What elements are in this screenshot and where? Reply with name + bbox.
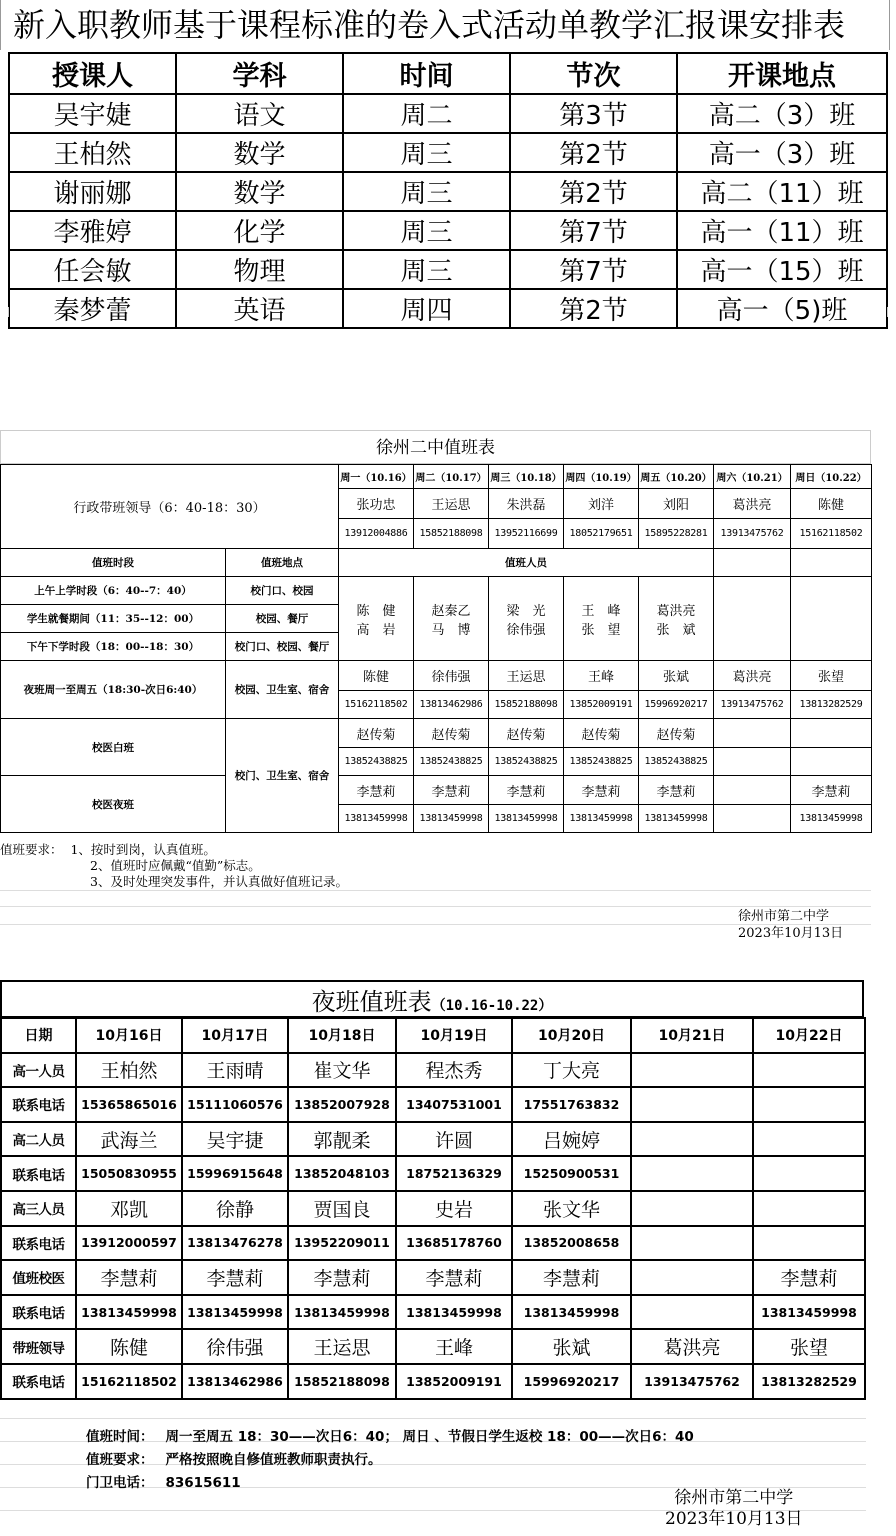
night-duty-section: [0, 980, 866, 1536]
night-duty-title: [0, 980, 864, 1018]
night-label: 夜班周一至周五（18:30-次日6:40）: [1, 661, 226, 719]
staff-name: 史岩: [396, 1191, 512, 1226]
duty-roster-table: [0, 464, 872, 833]
header-teacher: 授课人: [9, 53, 176, 94]
table-cell: 高一（5)班: [677, 289, 887, 328]
day-staff: [414, 577, 489, 661]
slot-time: 学生就餐期间（11：35--12：00）: [1, 605, 226, 633]
day-staff: [564, 577, 639, 661]
table-cell: 周四: [343, 289, 510, 328]
dates-row: [1, 1018, 865, 1053]
phone-number: [631, 1226, 753, 1261]
guard-phone-line: [86, 1471, 241, 1491]
phone-row: [1, 1156, 865, 1191]
requirement-line: [0, 874, 871, 890]
slot-place: 校园、餐厅: [226, 605, 339, 633]
phone-number: 13813459998: [753, 1295, 865, 1330]
col-staff-header: 值班人员: [339, 549, 714, 577]
requirement-label: 值班要求：: [0, 842, 63, 857]
doctor-day-phone: 13852438825: [414, 748, 489, 776]
staff-name: 贾国良: [288, 1191, 396, 1226]
table-cell: 数学: [176, 172, 343, 211]
requirement-line: [0, 858, 871, 874]
night-name: 王运思: [489, 661, 564, 691]
table-cell: 周三: [343, 250, 510, 289]
day-staff: [489, 577, 564, 661]
table-row: [9, 94, 887, 133]
staff-name: 丁大亮: [512, 1053, 631, 1088]
leader-phone: 13952116699: [489, 519, 564, 549]
doctor-night-phone: 13813459998: [639, 805, 714, 833]
row-label: 值班校医: [1, 1260, 76, 1295]
table-row: [9, 250, 887, 289]
staff-name: 葛洪亮: [631, 1329, 753, 1364]
signature-block: [738, 908, 843, 942]
col-place-header: 值班地点: [226, 549, 339, 577]
table-cell: 高二（3）班: [677, 94, 887, 133]
doctor-day-phone: 13852438825: [564, 748, 639, 776]
doctor-night-phone: 13813459998: [564, 805, 639, 833]
staff-name: 武海兰: [76, 1122, 182, 1157]
phone-number: 13852009191: [396, 1364, 512, 1399]
table-cell: 周三: [343, 172, 510, 211]
night-phone: 13852009191: [564, 691, 639, 719]
staff-name: 邓凯: [76, 1191, 182, 1226]
table-cell: 化学: [176, 211, 343, 250]
staff-name: 李慧莉: [288, 1260, 396, 1295]
doctor-day-phone: 13852438825: [489, 748, 564, 776]
staff-name: 徐伟强: [506, 622, 546, 638]
night-duty-title-text: 夜班值班表: [311, 988, 432, 1016]
table-cell: 第7节: [510, 211, 677, 250]
requirement-text: 2、值班时应佩戴“值勤”标志。: [90, 858, 261, 873]
staff-name: 程杰秀: [396, 1053, 512, 1088]
leader-name: 陈健: [791, 489, 872, 519]
phone-number: 13685178760: [396, 1226, 512, 1261]
duty-time-label: 值班时间：: [86, 1429, 154, 1445]
phone-number: 13813459998: [512, 1295, 631, 1330]
staff-name: 崔文华: [288, 1053, 396, 1088]
row-label: 高一人员: [1, 1053, 76, 1088]
empty-cell: [714, 549, 791, 577]
leader-name: 葛洪亮: [714, 489, 791, 519]
guard-phone-label: 门卫电话：: [86, 1475, 154, 1491]
row-label: 高三人员: [1, 1191, 76, 1226]
grid-line: [0, 906, 871, 907]
staff-name: [631, 1053, 753, 1088]
phone-row: [1, 1226, 865, 1261]
doctor-day-name: 赵传菊: [339, 719, 414, 748]
phone-number: 15996915648: [182, 1156, 288, 1191]
day-header: 周六（10.21）: [714, 465, 791, 489]
night-name: 张斌: [639, 661, 714, 691]
guard-phone-value: 83615611: [165, 1475, 241, 1491]
day-header: 周三（10.18）: [489, 465, 564, 489]
staff-name: 郭靓柔: [288, 1122, 396, 1157]
staff-name: 吴宇捷: [182, 1122, 288, 1157]
duty-requirement-line: [86, 1448, 382, 1468]
night-phone: 15852188098: [489, 691, 564, 719]
duty-requirement-value: 严格按照晚自修值班教师职责执行。: [165, 1452, 382, 1468]
staff-name: 许圆: [396, 1122, 512, 1157]
doctor-day-name: [714, 719, 791, 748]
lesson-schedule-section: [0, 0, 896, 326]
leader-name: 王运思: [414, 489, 489, 519]
grid-line: [0, 890, 871, 891]
table-cell: 语文: [176, 94, 343, 133]
grid-tail: [8, 307, 888, 317]
staff-name: 王雨晴: [182, 1053, 288, 1088]
day-header: 周四（10.19）: [564, 465, 639, 489]
staff-name: 李慧莉: [182, 1260, 288, 1295]
phone-number: 13952209011: [288, 1226, 396, 1261]
day-header: 周一（10.16）: [339, 465, 414, 489]
date-header: 10月19日: [396, 1018, 512, 1053]
slot-place: 校门口、校园: [226, 577, 339, 605]
doctor-night-name: 李慧莉: [339, 776, 414, 805]
table-cell: 第3节: [510, 94, 677, 133]
leader-phone: 15895228281: [639, 519, 714, 549]
duty-time-line: [86, 1425, 694, 1445]
signature-org: 徐州市第二中学: [738, 909, 830, 924]
staff-name: 梁 光: [506, 603, 546, 619]
phone-number: [631, 1156, 753, 1191]
night-phone: 13813282529: [791, 691, 872, 719]
staff-name: 陈健: [76, 1329, 182, 1364]
doctor-day-phone: [791, 748, 872, 776]
night-duty-title-range: （10.16-10.22）: [431, 998, 553, 1014]
requirement-text: 3、及时处理突发事件，并认真做好值班记录。: [90, 874, 348, 889]
lesson-schedule-title: 新入职教师基于课程标准的卷入式活动单教学汇报课安排表: [0, 0, 890, 50]
doctor-day-label: 校医白班: [1, 719, 226, 776]
night-name: 张望: [791, 661, 872, 691]
night-phone: 15996920217: [639, 691, 714, 719]
table-cell: 高一（15）班: [677, 250, 887, 289]
leader-name: 刘阳: [639, 489, 714, 519]
table-cell: 英语: [176, 289, 343, 328]
phone-number: 17551763832: [512, 1087, 631, 1122]
staff-name: 张 望: [581, 622, 621, 638]
night-phone: 15162118502: [339, 691, 414, 719]
staff-name: 李慧莉: [512, 1260, 631, 1295]
row-label: 联系电话: [1, 1156, 76, 1191]
slot-time: 上午上学时段（6：40--7：40）: [1, 577, 226, 605]
night-duty-table: [0, 1017, 866, 1400]
doctor-night-phone: 13813459998: [414, 805, 489, 833]
phone-row: [1, 1087, 865, 1122]
night-place: 校园、卫生室、宿舍: [226, 661, 339, 719]
table-cell: 李雅婷: [9, 211, 176, 250]
day-header: 周日（10.22）: [791, 465, 872, 489]
col-time-header: 值班时段: [1, 549, 226, 577]
staff-row: [1, 1053, 865, 1088]
phone-number: 13852008658: [512, 1226, 631, 1261]
table-cell: 王柏然: [9, 133, 176, 172]
phone-number: 15111060576: [182, 1087, 288, 1122]
column-header-row: [1, 549, 872, 577]
header-subject: 学科: [176, 53, 343, 94]
staff-name: 李慧莉: [753, 1260, 865, 1295]
doctor-day-name: 赵传菊: [639, 719, 714, 748]
lesson-schedule-body: [9, 94, 887, 328]
phone-number: 15162118502: [76, 1364, 182, 1399]
requirement-line: [0, 842, 871, 858]
phone-number: [753, 1156, 865, 1191]
signature-date: 2023年10月13日: [738, 926, 844, 941]
doctor-night-name: [714, 776, 791, 805]
staff-name: 张斌: [512, 1329, 631, 1364]
staff-name: [753, 1191, 865, 1226]
doctor-night-name: 李慧莉: [791, 776, 872, 805]
staff-name: 葛洪亮: [656, 603, 696, 619]
leader-phone: 15162118502: [791, 519, 872, 549]
leader-phone: 18052179651: [564, 519, 639, 549]
table-cell: 第7节: [510, 250, 677, 289]
staff-name: 王运思: [288, 1329, 396, 1364]
night-phone: 13813462986: [414, 691, 489, 719]
slot-time: 下午下学时段（18：00--18：30）: [1, 633, 226, 661]
empty-cell: [714, 577, 791, 661]
staff-row: [1, 1122, 865, 1157]
row-label: 联系电话: [1, 1087, 76, 1122]
night-name: 葛洪亮: [714, 661, 791, 691]
phone-number: 13852048103: [288, 1156, 396, 1191]
doctor-day-phone: 13852438825: [639, 748, 714, 776]
staff-row: [1, 1260, 865, 1295]
days-row: [1, 465, 872, 489]
staff-name: 赵秦乙: [431, 603, 471, 619]
table-cell: 周三: [343, 133, 510, 172]
doctor-night-phone: 13813459998: [339, 805, 414, 833]
phone-number: 13913475762: [631, 1364, 753, 1399]
date-header: 10月16日: [76, 1018, 182, 1053]
staff-name: 王柏然: [76, 1053, 182, 1088]
staff-name: 李慧莉: [76, 1260, 182, 1295]
night-name: 王峰: [564, 661, 639, 691]
doctor-day-name: [791, 719, 872, 748]
table-cell: 任会敏: [9, 250, 176, 289]
table-cell: 高一（11）班: [677, 211, 887, 250]
leader-phone: 13913475762: [714, 519, 791, 549]
staff-name: 马 博: [431, 622, 471, 638]
staff-name: [631, 1122, 753, 1157]
date-header: 10月22日: [753, 1018, 865, 1053]
doctor-night-name: 李慧莉: [489, 776, 564, 805]
header-day: 时间: [343, 53, 510, 94]
duty-time-value: 周一至周五 18：30——次日6：40； 周日 、节假日学生返校 18：00——次日6：40: [165, 1429, 694, 1445]
night-duty-body: [1, 1053, 865, 1399]
phone-number: 13813459998: [396, 1295, 512, 1330]
day-staff: [639, 577, 714, 661]
staff-name: [631, 1191, 753, 1226]
staff-name: 张文华: [512, 1191, 631, 1226]
leader-phone: 13912004886: [339, 519, 414, 549]
staff-name: 陈 健: [356, 603, 396, 619]
empty-cell: [791, 549, 872, 577]
requirement-text: 1、按时到岗，认真值班。: [70, 842, 216, 857]
staff-name: 徐伟强: [182, 1329, 288, 1364]
phone-number: 13813476278: [182, 1226, 288, 1261]
phone-number: 15050830955: [76, 1156, 182, 1191]
staff-name: [753, 1053, 865, 1088]
doctor-night-name: 李慧莉: [414, 776, 489, 805]
doctor-night-row: [1, 776, 872, 805]
leader-name: 张功忠: [339, 489, 414, 519]
staff-name: 王峰: [396, 1329, 512, 1364]
day-staff: [339, 577, 414, 661]
doctor-day-name: 赵传菊: [564, 719, 639, 748]
doctor-day-name: 赵传菊: [414, 719, 489, 748]
doctor-night-phone: 13813459998: [489, 805, 564, 833]
header-location: 开课地点: [677, 53, 887, 94]
signature-date: 2023年10月13日: [665, 1509, 803, 1529]
leader-phone: 15852188098: [414, 519, 489, 549]
col-date-header: 日期: [1, 1018, 76, 1053]
phone-number: 15996920217: [512, 1364, 631, 1399]
table-cell: 第2节: [510, 289, 677, 328]
header-period: 节次: [510, 53, 677, 94]
table-cell: 周三: [343, 211, 510, 250]
staff-name: 徐静: [182, 1191, 288, 1226]
phone-number: [753, 1087, 865, 1122]
phone-number: 13813459998: [182, 1295, 288, 1330]
table-cell: 第2节: [510, 133, 677, 172]
doctor-night-phone: [714, 805, 791, 833]
phone-number: 13912000597: [76, 1226, 182, 1261]
staff-row: [1, 1329, 865, 1364]
row-label: 带班领导: [1, 1329, 76, 1364]
signature-org: 徐州市第二中学: [674, 1488, 794, 1508]
empty-cell: [791, 577, 872, 661]
signature-block: [665, 1488, 803, 1530]
slot-row: [1, 577, 872, 605]
phone-number: 15250900531: [512, 1156, 631, 1191]
leader-name: 刘洋: [564, 489, 639, 519]
row-label: 高二人员: [1, 1122, 76, 1157]
phone-number: 13813459998: [76, 1295, 182, 1330]
doctor-night-name: 李慧莉: [564, 776, 639, 805]
leader-label: 行政带班领导（6：40-18：30）: [1, 465, 339, 549]
table-header-row: [9, 53, 887, 94]
staff-name: 吕婉婷: [512, 1122, 631, 1157]
date-header: 10月20日: [512, 1018, 631, 1053]
phone-number: 18752136329: [396, 1156, 512, 1191]
phone-row: [1, 1295, 865, 1330]
staff-name: 王 峰: [581, 603, 621, 619]
date-header: 10月17日: [182, 1018, 288, 1053]
table-cell: 高一（3）班: [677, 133, 887, 172]
doctor-day-name: 赵传菊: [489, 719, 564, 748]
duty-requirement-label: 值班要求：: [86, 1452, 154, 1468]
table-row: [9, 211, 887, 250]
doctor-night-label: 校医夜班: [1, 776, 226, 833]
doctor-day-phone: [714, 748, 791, 776]
table-cell: 周二: [343, 94, 510, 133]
staff-name: [631, 1260, 753, 1295]
staff-row: [1, 1191, 865, 1226]
slot-place: 校门口、校园、餐厅: [226, 633, 339, 661]
night-name: 陈健: [339, 661, 414, 691]
table-row: [9, 172, 887, 211]
table-cell: 秦梦蕾: [9, 289, 176, 328]
table-cell: 吴宇婕: [9, 94, 176, 133]
phone-number: [631, 1087, 753, 1122]
staff-name: 高 岩: [356, 622, 396, 638]
table-row: [9, 133, 887, 172]
phone-row: [1, 1364, 865, 1399]
row-label: 联系电话: [1, 1364, 76, 1399]
doctor-day-row: [1, 719, 872, 748]
phone-number: [631, 1295, 753, 1330]
night-name: 徐伟强: [414, 661, 489, 691]
night-row: [1, 661, 872, 691]
staff-name: [753, 1122, 865, 1157]
phone-number: 13852007928: [288, 1087, 396, 1122]
table-cell: 数学: [176, 133, 343, 172]
duty-requirements: [0, 842, 871, 890]
day-header: 周二（10.17）: [414, 465, 489, 489]
phone-number: 15852188098: [288, 1364, 396, 1399]
table-cell: 物理: [176, 250, 343, 289]
phone-number: 13407531001: [396, 1087, 512, 1122]
phone-number: 13813282529: [753, 1364, 865, 1399]
duty-roster-section: [0, 430, 871, 942]
doctor-place: 校门、卫生室、宿舍: [226, 719, 339, 833]
staff-name: 张望: [753, 1329, 865, 1364]
staff-name: 李慧莉: [396, 1260, 512, 1295]
staff-name: 张 斌: [656, 622, 696, 638]
doctor-night-phone: 13813459998: [791, 805, 872, 833]
doctor-night-name: 李慧莉: [639, 776, 714, 805]
date-header: 10月18日: [288, 1018, 396, 1053]
phone-number: [753, 1226, 865, 1261]
duty-roster-title: 徐州二中值班表: [0, 430, 871, 464]
doctor-day-phone: 13852438825: [339, 748, 414, 776]
day-header: 周五（10.20）: [639, 465, 714, 489]
table-cell: 第2节: [510, 172, 677, 211]
row-label: 联系电话: [1, 1295, 76, 1330]
date-header: 10月21日: [631, 1018, 753, 1053]
phone-number: 15365865016: [76, 1087, 182, 1122]
night-phone: 13913475762: [714, 691, 791, 719]
table-cell: 高二（11）班: [677, 172, 887, 211]
phone-number: 13813459998: [288, 1295, 396, 1330]
table-cell: 谢丽娜: [9, 172, 176, 211]
phone-number: 13813462986: [182, 1364, 288, 1399]
leader-name: 朱洪磊: [489, 489, 564, 519]
lesson-schedule-table: [8, 52, 888, 329]
grid-line: [0, 1418, 866, 1419]
row-label: 联系电话: [1, 1226, 76, 1261]
